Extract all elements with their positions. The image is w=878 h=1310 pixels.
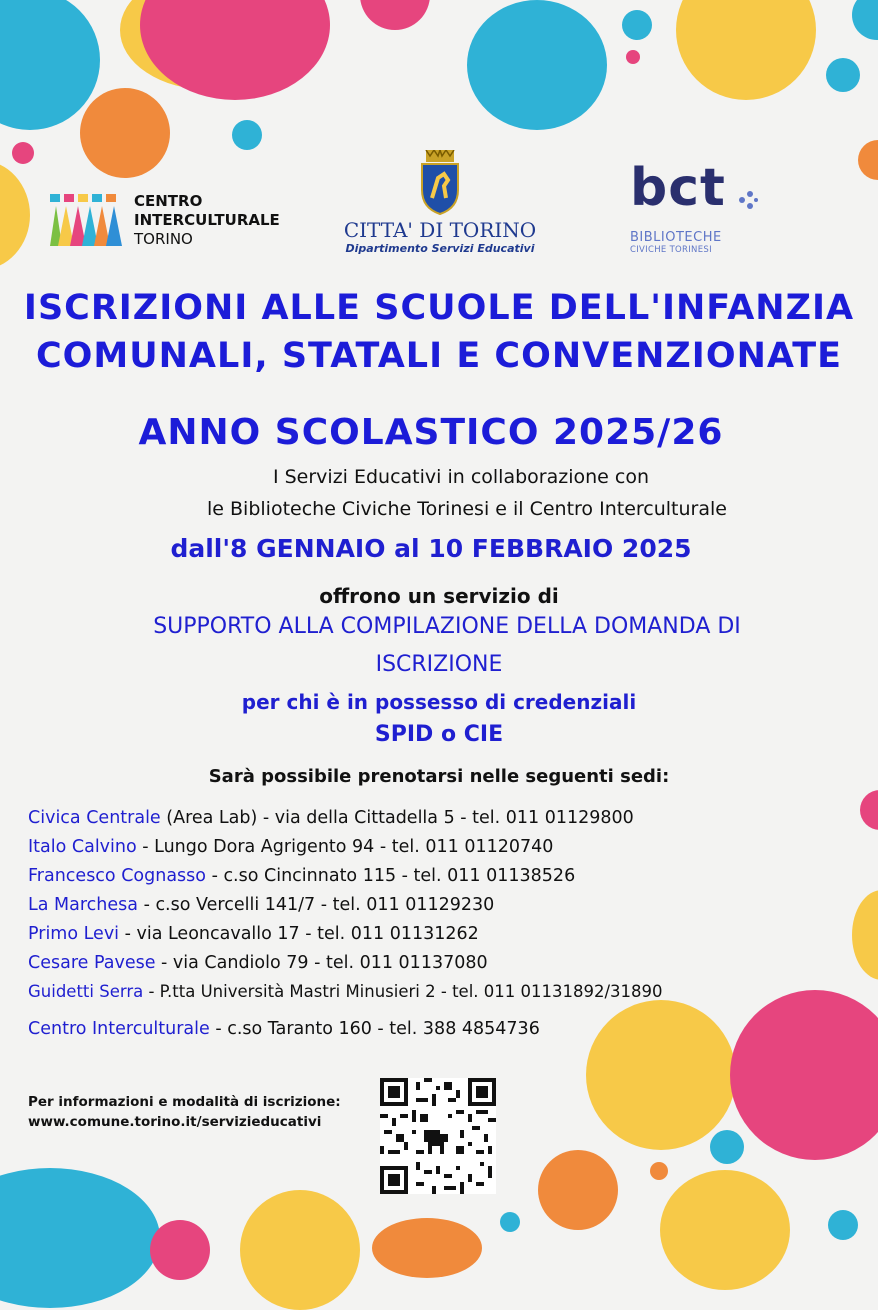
location-details: - c.so Vercelli 141/7 - tel. 011 01129230 [138,895,495,915]
logo-citta-torino [340,150,540,260]
bct-line1: BIBLIOTECHE [630,230,722,245]
headline-line1: ISCRIZIONI ALLE SCUOLE DELL'INFANZIA [23,288,855,328]
decor-circle [676,0,816,100]
location-row [28,953,488,973]
decor-circle [538,1150,618,1230]
location-details: - Lungo Dora Agrigento 94 - tel. 011 01120740 [136,837,554,857]
decor-circle [852,0,878,40]
location-row [28,924,479,944]
headline-line2: COMUNALI, STATALI E CONVENZIONATE [35,336,843,376]
location-row [28,808,634,828]
collab-line2: le Biblioteche Civiche Torinesi e il Centro Interculturale [207,498,727,520]
centro-line2: INTERCULTURALE [134,211,280,229]
decor-circle [650,1162,668,1180]
location-name: Francesco Cognasso [28,866,206,886]
location-name: Primo Levi [28,924,120,944]
centro-line1: CENTRO [134,192,203,210]
location-details: - via Candiolo 79 - tel. 011 01137080 [155,953,488,973]
location-details: - c.so Cincinnato 115 - tel. 011 01138526 [206,866,576,886]
bct-dots-icon [738,188,758,212]
location-name: Guidetti Serra [28,982,144,1001]
location-row [28,895,494,915]
location-details: - c.so Taranto 160 - tel. 388 4854736 [209,1019,540,1039]
centro-line3: TORINO [134,230,193,248]
location-row [28,837,553,857]
decor-circle [660,1170,790,1290]
decor-circle [232,120,262,150]
decor-circle [0,1168,160,1308]
decor-circle [710,1130,744,1164]
decor-circle [240,1190,360,1310]
offer-line: offrono un servizio di [319,584,559,608]
citta-name: CITTA' DI TORINO [343,218,537,242]
support-line1: SUPPORTO ALLA COMPILAZIONE DELLA DOMANDA DI [153,614,741,639]
location-name: Italo Calvino [28,837,137,857]
decor-circle [622,10,652,40]
decor-circle [0,160,30,270]
logo-centro-interculturale [48,192,298,252]
support-line2: ISCRIZIONE [375,652,503,677]
decor-circle [80,88,170,178]
bct-line2: CIVICHE TORINESI [630,245,712,255]
spid-cie: SPID o CIE [374,722,504,747]
decor-circle [372,1218,482,1278]
logo-bct [630,160,760,260]
qr-code-icon [380,1078,496,1194]
citta-dept: Dipartimento Servizi Educativi [345,242,535,255]
decor-circle [140,0,330,100]
decor-circle [860,790,878,830]
torino-crest-icon [418,150,462,216]
school-year: ANNO SCOLASTICO 2025/26 [138,412,724,453]
location-details: - P.tta Università Mastri Minusieri 2 - tel. 011 01131892/31890 [143,982,663,1001]
location-row [28,982,663,1001]
decor-circle [500,1212,520,1232]
decor-circle [467,0,607,130]
decor-circle [730,990,878,1160]
location-name: La Marchesa [28,895,138,915]
location-row [28,866,575,886]
decor-circle [852,890,878,980]
decor-circle [360,0,430,30]
location-name: Civica Centrale [28,808,161,828]
decor-circle [826,58,860,92]
decor-circle [12,142,34,164]
bct-mark: bct [630,158,726,218]
booking-intro: Sarà possibile prenotarsi nelle seguenti sedi: [208,766,670,787]
location-row [28,1019,540,1039]
decor-circle [828,1210,858,1240]
location-name: Cesare Pavese [28,953,156,973]
location-name: Centro Interculturale [28,1019,210,1039]
credentials-line: per chi è in possesso di credenziali [241,690,637,714]
collab-line1: I Servizi Educativi in collaborazione con [272,466,650,488]
location-details: - via Leoncavallo 17 - tel. 011 01131262 [119,924,479,944]
decor-circle [150,1220,210,1280]
info-url[interactable]: www.comune.torino.it/servizieducativi [28,1114,322,1130]
info-label: Per informazioni e modalità di iscrizione: [28,1094,341,1110]
centro-interculturale-logo-icon [48,192,128,248]
date-range: dall'8 GENNAIO al 10 FEBBRAIO 2025 [170,534,692,563]
decor-circle [858,140,878,180]
location-details: (Area Lab) - via della Cittadella 5 - tel. 011 01129800 [160,808,634,828]
decor-circle [586,1000,736,1150]
footer-info [28,1092,341,1132]
decor-circle [626,50,640,64]
qr-code[interactable] [380,1078,496,1194]
